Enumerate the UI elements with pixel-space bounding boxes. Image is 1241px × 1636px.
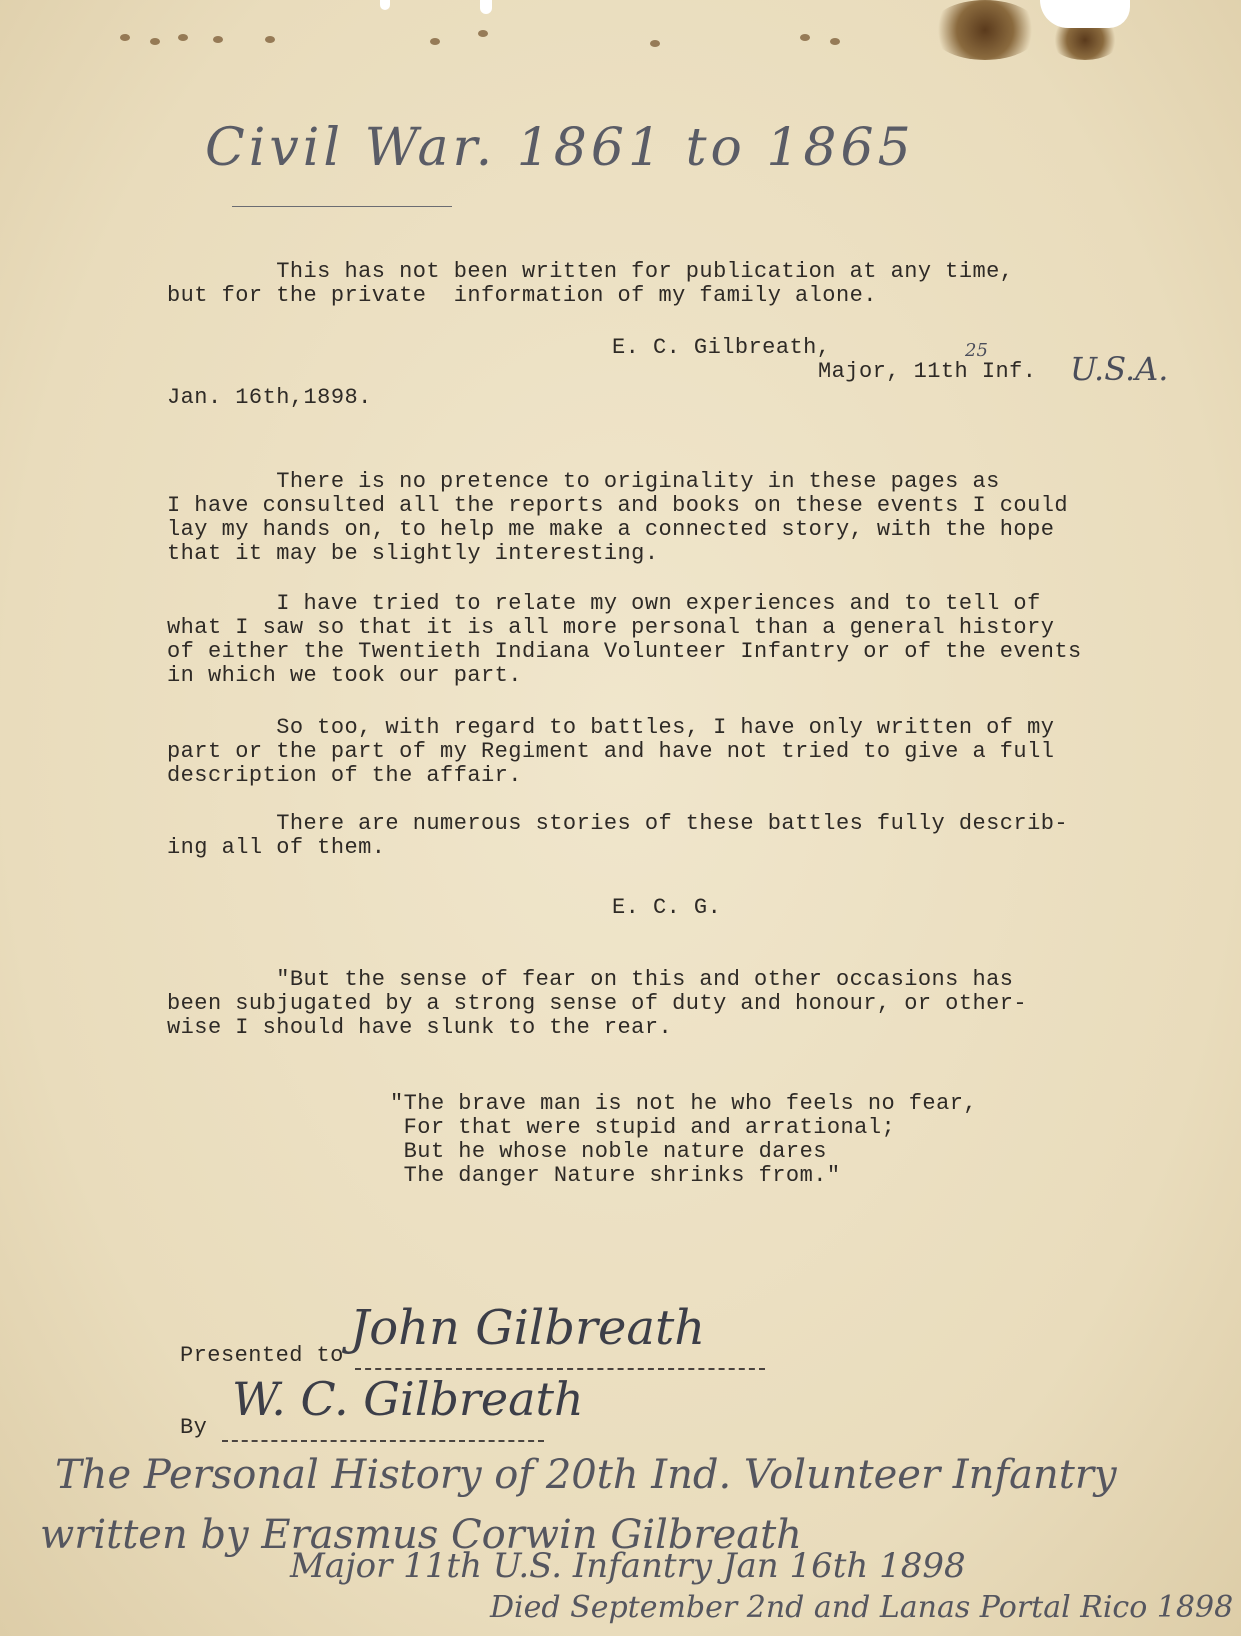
- date: Jan. 16th,1898.: [167, 385, 372, 410]
- handwritten-footnote: Died September 2nd and Lanas Portal Rico 1898: [490, 1590, 1234, 1625]
- quote-line: wise I should have slunk to the rear.: [167, 1015, 673, 1040]
- by-signature: W. C. Gilbreath: [232, 1372, 584, 1426]
- paper-tear: [480, 0, 492, 14]
- binding-hole: [178, 34, 188, 41]
- intro-line: but for the private information of my family alone.: [167, 283, 877, 308]
- poem-line: For that were stupid and arrational;: [390, 1115, 896, 1140]
- quote-line: "But the sense of fear on this and other occasions has: [167, 967, 1014, 992]
- handwritten-footnote: The Personal History of 20th Ind. Volunteer Infantry: [55, 1452, 1117, 1498]
- poem-line: The danger Nature shrinks from.": [390, 1163, 841, 1188]
- paragraph-line: There is no pretence to originality in these pages as: [167, 469, 1000, 494]
- rank-suffix: U.S.A.: [1070, 350, 1169, 388]
- presented-signature: John Gilbreath: [350, 1300, 706, 1356]
- binding-hole: [265, 36, 275, 43]
- paragraph-line: of either the Twentieth Indiana Volunteer Infantry or of the events: [167, 639, 1082, 664]
- poem-line: But he whose noble nature dares: [390, 1139, 827, 1164]
- paragraph-line: in which we took our part.: [167, 663, 522, 688]
- binding-hole: [430, 38, 440, 45]
- rank-line: Major, 11th Inf.: [818, 359, 1037, 384]
- paragraph-line: I have consulted all the reports and books on these events I could: [167, 493, 1069, 518]
- paragraph-line: lay my hands on, to help me make a connected story, with the hope: [167, 517, 1055, 542]
- rank-correction: 25: [965, 340, 988, 361]
- binding-hole: [800, 34, 810, 41]
- paragraph-line: what I saw so that it is all more personal than a general history: [167, 615, 1055, 640]
- paper-tear: [380, 0, 390, 10]
- presented-label: Presented to: [180, 1343, 344, 1368]
- initials: E. C. G.: [612, 895, 722, 920]
- by-underline: [222, 1440, 544, 1442]
- by-label: By: [180, 1415, 208, 1440]
- binding-hole: [150, 38, 160, 45]
- paper-tear: [1040, 0, 1130, 28]
- poem-line: "The brave man is not he who feels no fear,: [390, 1091, 978, 1116]
- intro-line: This has not been written for publication at any time,: [167, 259, 1014, 284]
- handwritten-footnote: written by Erasmus Corwin Gilbreath: [40, 1512, 802, 1558]
- paragraph-line: description of the affair.: [167, 763, 522, 788]
- handwritten-heading: Civil War. 1861 to 1865: [205, 118, 915, 178]
- paragraph-line: There are numerous stories of these battles fully describ-: [167, 811, 1069, 836]
- presented-underline: [355, 1368, 765, 1370]
- quote-line: been subjugated by a strong sense of duty and honour, or other-: [167, 991, 1028, 1016]
- paragraph-line: So too, with regard to battles, I have only written of my: [167, 715, 1055, 740]
- heading-underline: [232, 206, 452, 207]
- binding-hole: [120, 34, 130, 41]
- paragraph-line: part or the part of my Regiment and have not tried to give a full: [167, 739, 1055, 764]
- binding-hole: [478, 30, 488, 37]
- binding-hole: [213, 36, 223, 43]
- binding-hole: [650, 40, 660, 47]
- paragraph-line: ing all of them.: [167, 835, 386, 860]
- binding-hole: [830, 38, 840, 45]
- paragraph-line: I have tried to relate my own experiences and to tell of: [167, 591, 1041, 616]
- paragraph-line: that it may be slightly interesting.: [167, 541, 659, 566]
- author-line: E. C. Gilbreath,: [612, 335, 831, 360]
- handwritten-footnote: Major 11th U.S. Infantry Jan 16th 1898: [290, 1546, 966, 1586]
- burn-stain: [930, 0, 1040, 60]
- binding-holes: [0, 0, 1241, 80]
